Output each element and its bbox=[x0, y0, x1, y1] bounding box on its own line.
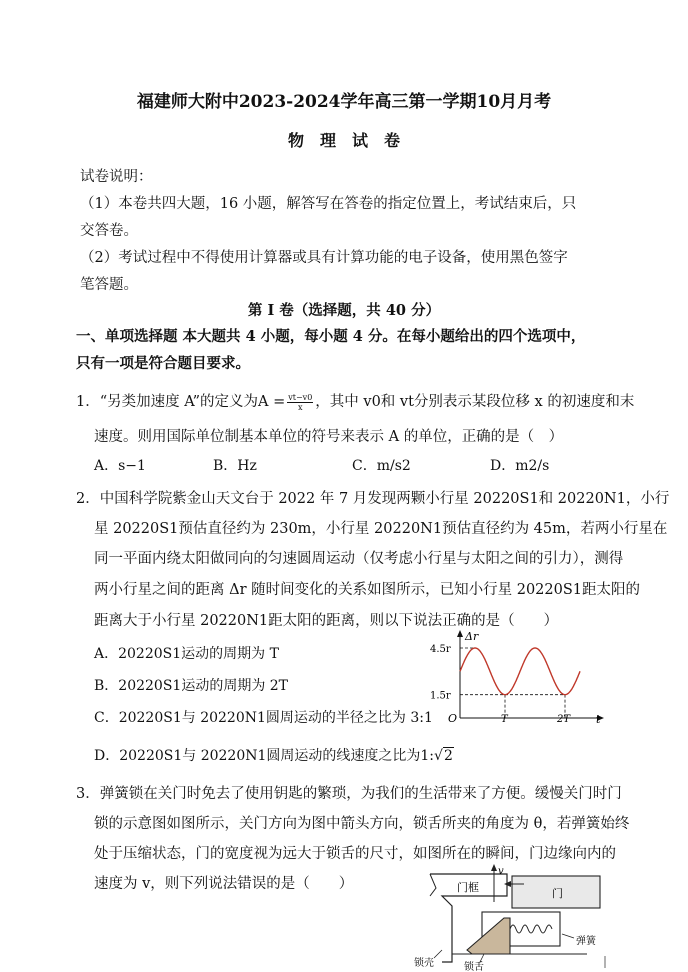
note-1a: （1）本卷共四大题，16 小题，解答写在答卷的指定位置上，考试结束后，只 bbox=[80, 196, 577, 212]
section1-line-b: 只有一项是符合题目要求。 bbox=[76, 355, 250, 372]
q1-line1 bbox=[76, 390, 634, 412]
q1-frac-num: vt−v0 bbox=[288, 392, 313, 402]
q2-line5: 距离大于小行星 20220N1距太阳的距离，则以下说法正确的是（ ） bbox=[94, 613, 559, 629]
y-axis-label: Δr bbox=[465, 630, 479, 643]
q1-option-b: B．Hz bbox=[213, 458, 257, 474]
q2-line4: 两小行星之间的距离 Δr 随时间变化的关系如图所示，已知小行星 20220S1距太阳的 bbox=[94, 582, 641, 598]
q3-line1: 3．弹簧锁在关门时免去了使用钥匙的繁琐，为我们的生活带来了方便。缓慢关门时门 bbox=[76, 786, 622, 802]
note-2b: 笔答题。 bbox=[80, 277, 138, 293]
leader-shell bbox=[434, 950, 442, 958]
leader-tongue bbox=[480, 954, 484, 962]
q1-option-d: D．m2/s bbox=[490, 458, 550, 474]
part1-heading: 第 I 卷（选择题，共 40 分） bbox=[247, 302, 441, 319]
ytick-low: 1.5r bbox=[430, 690, 451, 702]
q1-line2: 速度。则用国际单位制基本单位的符号来表示 A 的单位，正确的是（ ） bbox=[94, 429, 564, 445]
label-lock-shell: 锁壳 bbox=[414, 958, 434, 969]
q2-option-b: B．20220S1运动的周期为 2T bbox=[94, 678, 289, 694]
q2-line1: 2．中国科学院紫金山天文台于 2022 年 7 月发现两颗小行星 20220S1和 20220N1，小行 bbox=[76, 491, 670, 507]
label-door: 门 bbox=[552, 887, 563, 900]
q3-line2: 锁的示意图如图所示，关门方向为图中箭头方向，锁舌所夹的角度为 θ，若弹簧始终 bbox=[94, 816, 630, 832]
xtick-2T: 2T bbox=[557, 714, 571, 725]
label-spring: 弹簧 bbox=[576, 936, 596, 947]
ytick-high: 4.5r bbox=[430, 644, 451, 655]
notes-heading: 试卷说明： bbox=[80, 169, 153, 185]
q3-line3: 处于压缩状态，门的宽度视为远大于锁舌的尺寸，如图所在的瞬间，门边缘向内的 bbox=[94, 846, 616, 862]
label-door-frame: 门框 bbox=[457, 881, 479, 894]
q1-option-c: C．m/s2 bbox=[352, 458, 411, 474]
q1-prefix: 1．“另类加速度 A”的定义为A = bbox=[76, 394, 286, 410]
label-velocity: v bbox=[498, 866, 504, 877]
q2-line2: 星 20220S1预估直径约为 230m，小行星 20220N1预估直径约为 45m，若两小行星在 bbox=[94, 521, 668, 537]
q2-option-c: C．20220S1与 20220N1圆周运动的半径之比为 3:1 bbox=[94, 710, 433, 726]
q1-suffix: ，其中 v0和 vt分别表示某段位移 x 的初速度和末 bbox=[315, 394, 635, 410]
velocity-arrow-head bbox=[491, 864, 497, 871]
exam-subtitle: 物 理 试 卷 bbox=[287, 131, 400, 150]
q2-option-a: A．20220S1运动的周期为 T bbox=[94, 646, 279, 662]
label-lock-tongue: 锁舌 bbox=[464, 962, 484, 972]
exam-title: 福建师大附中2023-2024学年高三第一学期10月月考 bbox=[136, 92, 552, 112]
section1-line-a: 一、单项选择题 本大题共 4 小题，每小题 4 分。在每小题给出的四个选项中， bbox=[76, 328, 586, 345]
q2-option-d-text: D．20220S1与 20220N1圆周运动的线速度之比为1: bbox=[94, 748, 435, 764]
q1-frac-den: x bbox=[298, 402, 303, 412]
note-2a: （2）考试过程中不得使用计算器或具有计算功能的电子设备，使用黑色签字 bbox=[80, 250, 568, 266]
origin-label: O bbox=[448, 712, 458, 725]
q2-option-d-root: 2 bbox=[443, 748, 453, 764]
note-1b: 交答卷。 bbox=[80, 223, 138, 239]
q2-option-d bbox=[94, 745, 454, 765]
q1-fraction bbox=[287, 393, 313, 412]
lock-diagram bbox=[412, 862, 612, 972]
q3-line4: 速度为 v，则下列说法错误的是（ ） bbox=[94, 876, 354, 892]
xtick-T: T bbox=[501, 714, 508, 725]
sqrt-symbol: √ bbox=[434, 748, 443, 764]
q1-option-a: A．s−1 bbox=[94, 458, 146, 474]
y-axis-arrow bbox=[457, 630, 463, 637]
delta-r-curve bbox=[460, 648, 580, 695]
delta-r-graph bbox=[428, 626, 608, 726]
leader-spring bbox=[562, 934, 574, 938]
x-axis-label: t bbox=[596, 713, 601, 726]
q2-line3: 同一平面内绕太阳做同向的匀速圆周运动（仅考虑小行星与太阳之间的引力），测得 bbox=[94, 551, 624, 567]
